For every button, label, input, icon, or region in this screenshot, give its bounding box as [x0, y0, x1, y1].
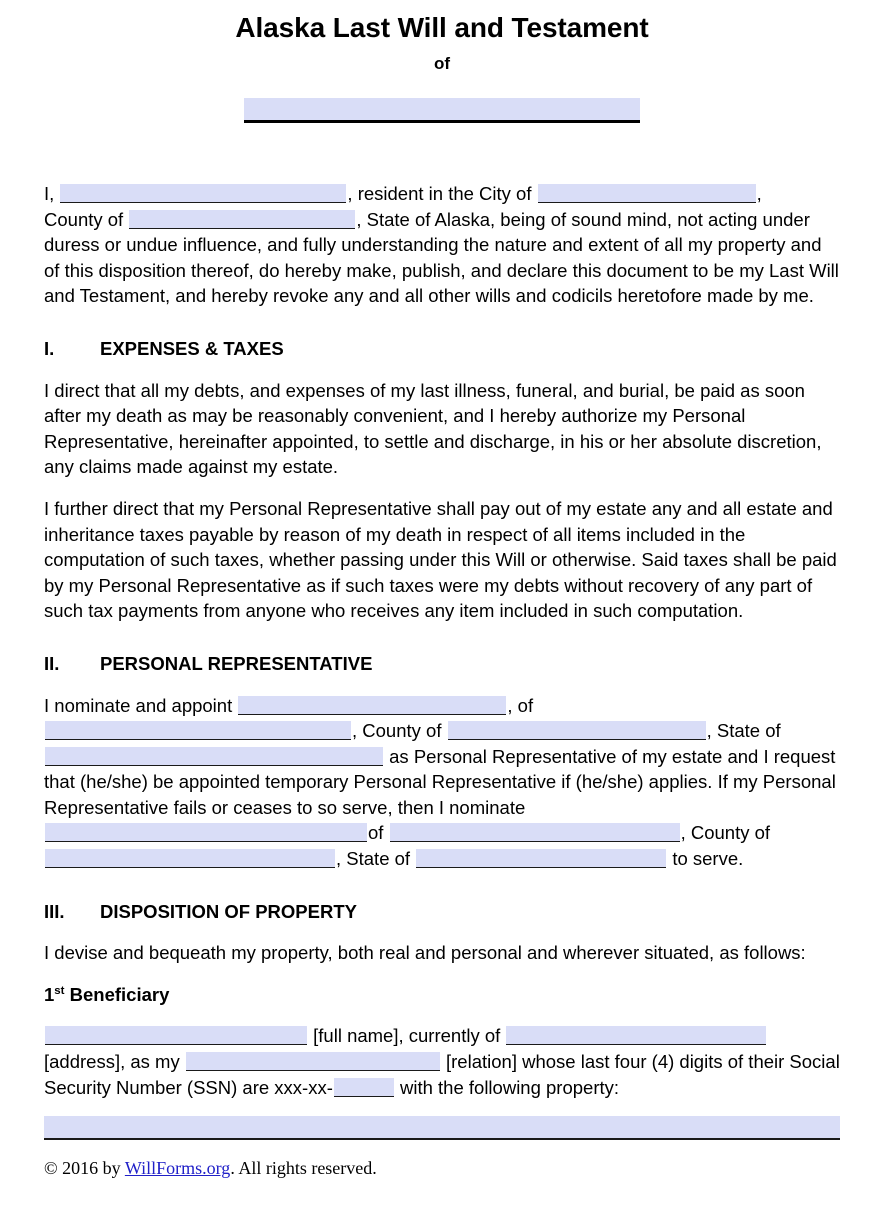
pr-text-5: as Personal Representative of my estate and I request that (he/she) be appointed temporary Personal Representative if (he/she) applies. If my Personal Representative fails or ceases to so serve, then I nominate: [44, 745, 836, 818]
beneficiary-text-3: [relation] whose last four (4) digits of their Social Security Number (SSN) are xxx-xx-: [44, 1051, 840, 1098]
beneficiary-ssn-field[interactable]: [334, 1078, 394, 1097]
section-number-2: II.: [44, 652, 60, 674]
spacer: [44, 480, 840, 496]
footer-copyright: [44, 1156, 840, 1180]
spacer: [44, 924, 840, 940]
intro-paragraph: [44, 181, 840, 309]
city-field[interactable]: [538, 184, 756, 203]
beneficiary-heading-text: Beneficiary: [64, 983, 170, 1005]
expenses-paragraph-1: I direct that all my debts, and expenses of my last illness, funeral, and burial, be paid as soon after my death as may be reasonably convenient, and I hereby authorize my Personal Representative, hereinafter appointed, to settle and discharge, in his or her absolute discretion, any claims made against my estate.: [44, 379, 822, 478]
beneficiary-text-4: with the following property:: [394, 1076, 620, 1098]
spacer: [44, 624, 840, 651]
testator-name-field[interactable]: [244, 98, 640, 123]
testator-name-field-row: [44, 74, 840, 123]
pr-text-3: , County of: [352, 720, 447, 742]
section-title-1: EXPENSES & TAXES: [100, 337, 284, 359]
pr-text-1: I nominate and appoint: [44, 694, 238, 716]
pr-text-2: , of: [507, 694, 534, 716]
section-heading-expenses: [44, 336, 840, 362]
alternate-pr-name-field[interactable]: [45, 823, 367, 842]
county-field[interactable]: [129, 210, 355, 229]
intro-text-2: , resident in the City of: [347, 183, 537, 204]
section-heading-personal-representative: [44, 651, 840, 677]
spacer: [44, 966, 840, 982]
footer-prefix: © 2016 by: [44, 1158, 125, 1179]
section-title-2: PERSONAL REPRESENTATIVE: [100, 652, 373, 674]
disposition-paragraph-1: I devise and bequeath my property, both real and personal and wherever situated, as follows:: [44, 942, 806, 964]
willforms-link[interactable]: WillForms.org: [124, 1158, 231, 1179]
document-content: [44, 0, 840, 1180]
pr-text-6: of: [368, 822, 389, 844]
spacer: [44, 123, 840, 181]
alternate-pr-county-field[interactable]: [45, 849, 335, 868]
beneficiary-text-1: [full name], currently of: [308, 1025, 506, 1047]
spacer: [44, 1007, 840, 1023]
pr-text-9: to serve.: [667, 848, 744, 870]
section-heading-disposition: [44, 899, 840, 925]
intro-text-4: County of: [44, 208, 129, 230]
section-title-3: DISPOSITION OF PROPERTY: [100, 900, 357, 922]
personal-representative-paragraph: [44, 693, 840, 872]
beneficiary-property-field[interactable]: [44, 1116, 840, 1140]
beneficiary-ordinal-number: 1: [44, 983, 55, 1005]
pr-state-field[interactable]: [45, 747, 383, 766]
testator-name-inline-field[interactable]: [60, 184, 346, 203]
spacer: [44, 872, 840, 899]
footer-suffix: . All rights reserved.: [230, 1158, 377, 1179]
beneficiary-text-2: [address], as my: [44, 1051, 185, 1073]
spacer: [44, 309, 840, 336]
beneficiary-paragraph: [44, 1023, 840, 1100]
intro-text-3: ,: [756, 183, 762, 204]
beneficiary-heading: [44, 982, 840, 1008]
beneficiary-relation-field[interactable]: [186, 1052, 440, 1071]
pr-text-4: , State of: [706, 720, 781, 742]
alternate-pr-address-field[interactable]: [390, 823, 680, 842]
spacer: [44, 362, 840, 378]
pr-address-field[interactable]: [45, 721, 351, 740]
expenses-paragraph-2: I further direct that my Personal Representative shall pay out of my estate any and all estate and inheritance taxes payable by reason of my death in respect of all items included in the computation of such taxes, whether passing under this Will or otherwise. Said taxes shall be paid by my Personal Representative as if such taxes were my debts without recovery of any part of such tax payments from anyone who receives any item included in such computation.: [44, 497, 837, 622]
beneficiary-name-field[interactable]: [45, 1026, 307, 1045]
spacer: [44, 677, 840, 693]
pr-county-field[interactable]: [448, 721, 706, 740]
pr-name-field[interactable]: [238, 696, 506, 715]
beneficiary-ordinal-suffix: st: [54, 984, 65, 997]
spacer: [44, 1140, 840, 1156]
section-number-1: I.: [44, 337, 55, 359]
spacer: [44, 1100, 840, 1116]
intro-text-1: I,: [44, 183, 60, 204]
pr-text-8: , State of: [336, 848, 416, 870]
page-title: Alaska Last Will and Testament: [235, 12, 649, 43]
pr-text-7: , County of: [680, 822, 771, 844]
page-subtitle: of: [433, 54, 451, 73]
section-number-3: III.: [44, 900, 65, 922]
intro-text-5: , State of Alaska, being of sound mind, not acting under duress or undue influence, and fully understanding the nature and extent of all my property and of this disposition thereof, do hereby make, publish, and declare this document to be my Last Will and Testament, and hereby revoke any and all other wills and codicils heretofore made by me.: [44, 208, 839, 307]
beneficiary-address-field[interactable]: [506, 1026, 766, 1045]
alternate-pr-state-field[interactable]: [416, 849, 666, 868]
